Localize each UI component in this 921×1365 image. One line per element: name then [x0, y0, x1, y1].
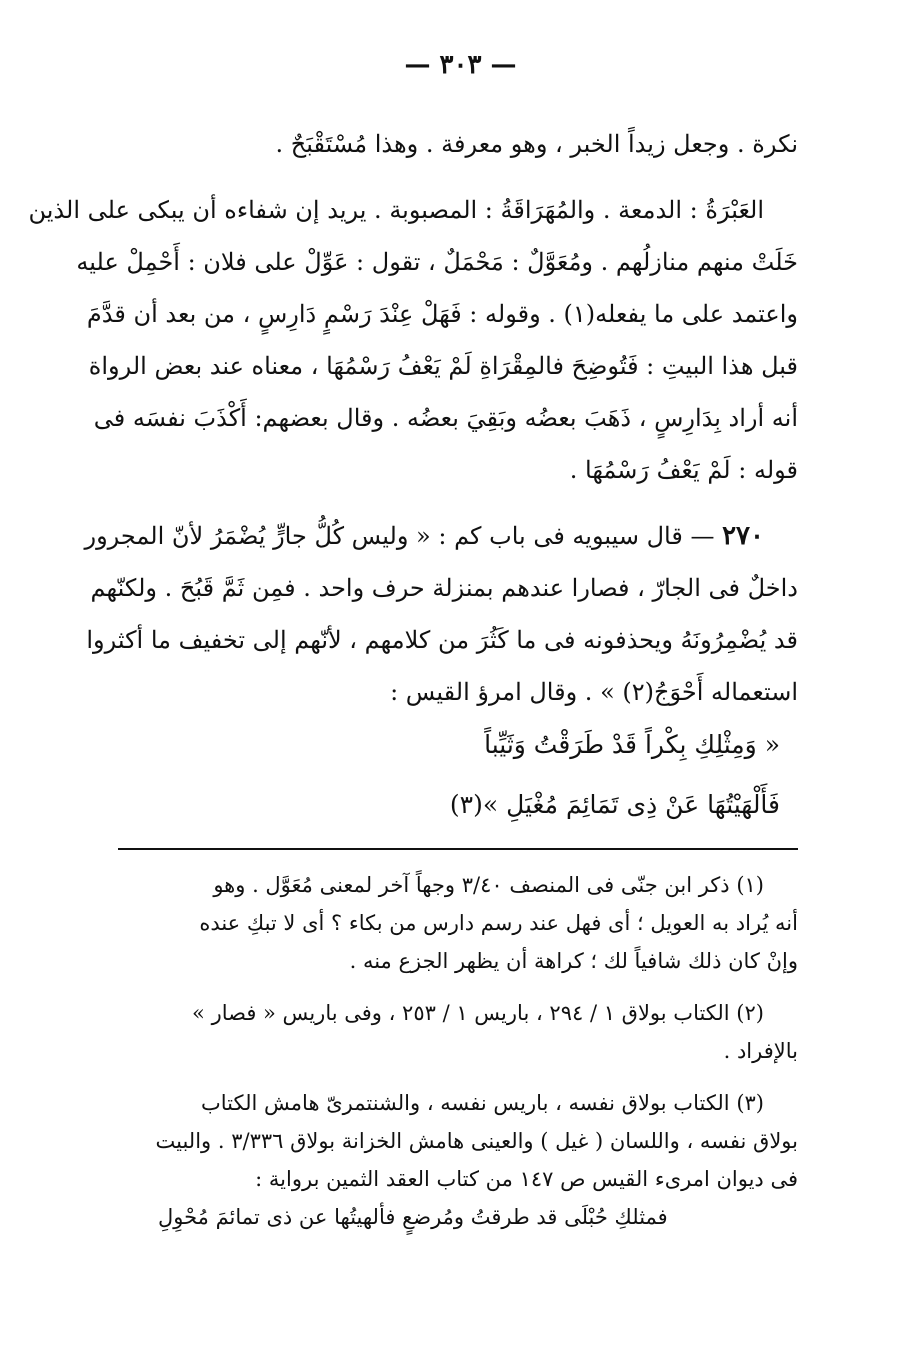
footnote-line: (١) ذكر ابن جنّى فى المنصف ٣/٤٠ وجهاً آخر لمعنى مُعَوَّل . وهو [213, 873, 764, 897]
text-line: داخلٌ فى الجارّ ، فصارا عندهم بمنزلة حرف واحد . فمِن ثَمَّ قَبُحَ . ولكنّهم [90, 574, 798, 602]
poem-verse-line: « وَمِثْلِكِ بِكْراً قَدْ طَرَقْتُ وَثَيِّباً [484, 730, 780, 759]
text-line: قوله : لَمْ يَعْفُ رَسْمُهَا . [569, 456, 798, 484]
text-line: استعماله أَحْوَجُ(٢) » . وقال امرؤ القيس : [390, 678, 798, 706]
section-number: ٢٧٠ [722, 521, 764, 551]
footnote-line: وإنْ كان ذلك شافياً لك ؛ كراهة أن يظهر الجزع منه . [349, 949, 798, 973]
footnote-line: (٢) الكتاب بولاق ١ / ٢٩٤ ، باريس ١ / ٢٥٣ ، وفى باريس « فصار » [192, 1001, 764, 1025]
text-line: أنه أراد بِدَارِسٍ ، ذَهَبَ بعضُه وبَقِيَ بعضُه . وقال بعضهم: أَكْذَبَ نفسَه فى [93, 404, 798, 432]
text-line [84, 510, 798, 562]
page-number: — ٣٠٣ — [404, 50, 517, 80]
footnote-line: بولاق نفسه ، واللسان ( غيل ) والعينى هامش الخزانة بولاق ٣/٣٣٦ . والبيت [155, 1129, 798, 1153]
text-line: نكرة . وجعل زيداً الخبر ، وهو معرفة . وهذا مُسْتَقْبَحٌ . [275, 130, 798, 158]
footnote-line: بالإفراد . [723, 1039, 798, 1063]
footnote-divider [118, 848, 798, 850]
text-line: العَبْرَةُ : الدمعة . والمُهَرَاقَةُ : المصبوبة . يريد إن شفاءه أن يبكى على الذين [28, 196, 764, 224]
text-line: خَلَتْ منهم منازلُهم . ومُعَوَّلٌ : مَحْمَلٌ ، تقول : عَوِّلْ على فلان : أَحْمِلْ عليه [76, 248, 798, 276]
footnote-verse: فمثلكِ حُبْلَى قد طرقتُ ومُرضعٍ فألهيتُها عن ذى تمائمَ مُحْوِلِ [158, 1205, 668, 1229]
text-line: واعتمد على ما يفعله(١) . وقوله : فَهَلْ عِنْدَ رَسْمٍ دَارِسٍ ، من بعد أن قدَّمَ [86, 300, 798, 328]
footnote-line: (٣) الكتاب بولاق نفسه ، باريس نفسه ، والشنتمرىّ هامش الكتاب [201, 1091, 764, 1115]
main-text [28, 118, 798, 718]
text-line: قد يُضْمِرُونَهُ ويحذفونه فى ما كَثُرَ من كلامهم ، لأنّهم إلى تخفيف ما أكثروا [86, 626, 798, 654]
footnote-line: فى ديوان امرىء القيس ص ١٤٧ من كتاب العقد الثمين برواية : [255, 1167, 798, 1191]
text-span: — قال سيبويه فى باب كم : « وليس كُلُّ جارٍّ يُضْمَرُ لأنّ المجرور [84, 522, 715, 550]
footnotes [118, 866, 798, 1236]
text-line: قبل هذا البيتِ : فَتُوضِحَ فالمِقْرَاةِ لَمْ يَعْفُ رَسْمُهَا ، معناه عند بعض الرواة [88, 352, 798, 380]
poem-verse-line: فَأَلْهَيْتُهَا عَنْ ذِى تَمَائِمَ مُغْيَلِ »(٣) [449, 790, 780, 819]
footnote-line: أنه يُراد به العويل ؛ أى فهل عند رسم دارس من بكاء ؟ أى لا تبكِ عنده [199, 911, 798, 935]
